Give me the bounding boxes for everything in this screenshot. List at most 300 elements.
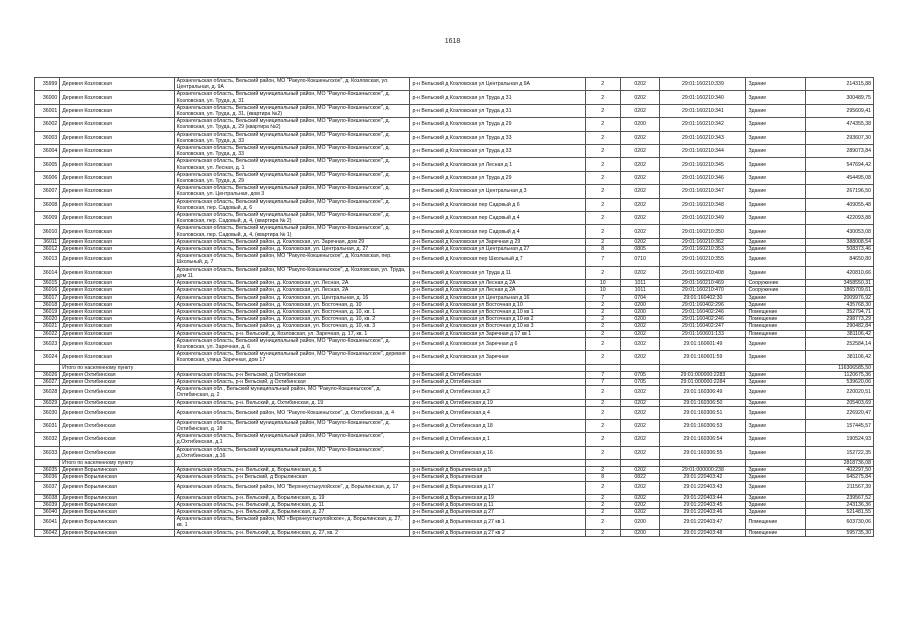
group-code-cell: 2 [585,301,620,308]
record-id-cell: 36021 [35,323,60,330]
record-id-cell: 36030 [35,406,60,419]
record-id-cell: 36007 [35,185,60,198]
subgroup-code-cell: 0202 [620,386,659,399]
record-id-cell: 36036 [35,474,60,481]
record-id-cell: 36032 [35,433,60,446]
record-id-cell: 36018 [35,301,60,308]
table-row [35,185,874,198]
table-row [35,501,874,508]
cadastral-value-cell: 603730,06 [806,516,874,529]
property-register-table [34,77,874,537]
cadastral-number-cell: 29:01:220403:42 [660,474,746,481]
cadastral-value-cell: 239567,52 [806,494,874,501]
cadastral-value-cell: 190524,93 [806,433,874,446]
settlement-name-cell: Деревня Козловская [60,316,174,323]
record-id-cell: 36013 [35,253,60,266]
short-address-cell: р-н Вельский д Козловская ул Труда д 31 [410,91,585,104]
cadastral-number-cell: 29:01:160210:345 [660,158,746,171]
full-address-cell: Архангельская область, р-н. Вельский, д. Ворылинская, д. 11 [174,501,410,508]
table-row [35,316,874,323]
full-address-cell: Архангельская обл., Вельский муниципальный район, МО "Ракуло-Кокшеньгское", д. Охтибинская, д. 2 [174,386,410,399]
group-code-cell: 7 [585,371,620,378]
cadastral-number-cell: 29:01:160601:59 [660,351,746,364]
group-code-cell: 2 [585,104,620,117]
table-row [35,145,874,158]
subgroup-code-cell: 0202 [620,446,659,459]
settlement-name-cell: Деревня Козловская [60,351,174,364]
full-address-cell: Архангельская область, р-н. Вельский, д. Ворылинская, д. 27 [174,508,410,515]
short-address-cell: р-н Вельский д Охтибинская д 2 [410,386,585,399]
record-id-cell: 36028 [35,386,60,399]
settlement-name-cell: Деревня Козловская [60,238,174,245]
empty-cell [585,459,620,466]
cadastral-number-cell: 29:01:160210:339 [660,78,746,91]
subgroup-code-cell: 0202 [620,145,659,158]
record-id-cell [35,459,60,466]
full-address-cell: Архангельская область, р-н. Вельский, д. Ворылинская, д. 5 [174,467,410,474]
empty-cell [660,459,746,466]
group-code-cell: 2 [585,330,620,337]
cadastral-number-cell: 29:01:220403:43 [660,481,746,494]
object-type-cell: Здание [746,351,806,364]
object-type-cell: Здание [746,118,806,131]
cadastral-number-cell: 29:01:160402:30 [660,294,746,301]
group-code-cell: 2 [585,308,620,315]
cadastral-number-cell: 29:01:160210:353 [660,246,746,253]
group-code-cell: 2 [585,323,620,330]
settlement-name-cell: Деревня Козловская [60,145,174,158]
full-address-cell: Архангельская область, Вельский муниципальный район, МО "Ракуло-Кокшеньгское", д. Козловская, ул. Труда, д. 29 (квартира №2) [174,118,410,131]
full-address-cell: Архангельская область, Вельский муниципальный район, МО "Ракуло-Кокшеньгское", д. Козловская, пер. Садовый, д. 4, (квартира № 1) [174,225,410,238]
table-row [35,323,874,330]
object-type-cell: Здание [746,386,806,399]
record-id-cell: 36042 [35,529,60,536]
subgroup-code-cell: 0202 [620,78,659,91]
table-row [35,131,874,144]
object-type-cell: Здание [746,225,806,238]
subgroup-code-cell: 0202 [620,198,659,211]
subgroup-code-cell: 0202 [620,225,659,238]
object-type-cell: Здание [746,508,806,515]
settlement-name-cell: Деревня Козловская [60,330,174,337]
subgroup-code-cell: 0822 [620,474,659,481]
short-address-cell: р-н Вельский д Ворылинская д 5 [410,467,585,474]
settlement-name-cell: Деревня Козловская [60,131,174,144]
record-id-cell: 36027 [35,378,60,385]
table-row [35,104,874,117]
short-address-cell: р-н Вельский д Козловская ул Заречная д 29 [410,238,585,245]
cadastral-number-cell: 29:01:160210:350 [660,225,746,238]
short-address-cell: р-н Вельский д Козловская ул Заречная [410,351,585,364]
record-id-cell: 36006 [35,171,60,184]
group-code-cell: 2 [585,467,620,474]
object-type-cell: Здание [746,378,806,385]
record-id-cell: 36009 [35,212,60,225]
table-row [35,212,874,225]
full-address-cell: Архангельская область, Вельский муниципальный район, МО "Ракуло-Кокшеньгское", деревня Козловская, улица Заречная, дом 17 [174,351,410,364]
short-address-cell: р-н Вельский д Охтибинская [410,371,585,378]
short-address-cell: р-н Вельский д Козловская ул Восточная д 10 кв 1 [410,308,585,315]
table-row [35,378,874,385]
group-code-cell: 2 [585,198,620,211]
object-type-cell: Помещение [746,323,806,330]
record-id-cell: 36002 [35,118,60,131]
short-address-cell: р-н Вельский д Козловская ул Лесная д 1 [410,158,585,171]
empty-cell [174,459,410,466]
group-code-cell: 2 [585,337,620,350]
table-row [35,508,874,515]
group-code-cell: 2 [585,501,620,508]
table-row [35,474,874,481]
table-row [35,529,874,536]
full-address-cell: Архангельская область, Вельский район, МО "Ракуло-Кокшеньгское", д. Козловская, пер. Школьный, д. 7 [174,253,410,266]
settlement-name-cell: Деревня Козловская [60,91,174,104]
subgroup-code-cell: 0202 [620,351,659,364]
object-type-cell: Помещение [746,330,806,337]
object-type-cell: Здание [746,131,806,144]
group-code-cell: 2 [585,225,620,238]
subgroup-code-cell: 0202 [620,330,659,337]
short-address-cell: р-н Вельский д Козловская ул Заречная д 6 [410,337,585,350]
object-type-cell: Здание [746,171,806,184]
cadastral-number-cell: 29:01:000000:2283 [660,371,746,378]
table-row [35,301,874,308]
cadastral-number-cell: 29:01:160306:55 [660,446,746,459]
subgroup-code-cell: 0200 [620,308,659,315]
settlement-name-cell: Деревня Ворылинская [60,474,174,481]
record-id-cell: 36015 [35,280,60,287]
cadastral-number-cell: 29:01:160210:355 [660,253,746,266]
cadastral-number-cell: 29:01:160210:347 [660,185,746,198]
cadastral-number-cell: 29:01:160210:341 [660,104,746,117]
subgroup-code-cell: 0202 [620,406,659,419]
object-type-cell: Здание [746,78,806,91]
short-address-cell: р-н Вельский д Охтибинская д 19 [410,399,585,406]
full-address-cell: Архангельская область, Вельский район, д. Козловская, ул. Восточная, д. 10, кв. 1 [174,308,410,315]
cadastral-value-cell: 290482,84 [806,323,874,330]
short-address-cell: р-н Вельский д Козловская ул Восточная д 10 кв 2 [410,316,585,323]
subgroup-code-cell: 0705 [620,378,659,385]
total-value-cell: 116306585,50 [806,364,874,371]
group-code-cell: 8 [585,474,620,481]
empty-cell [746,459,806,466]
subgroup-code-cell: 0202 [620,104,659,117]
full-address-cell: Архангельская область, Вельский муниципальный район, МО "Ракуло-Кокшеньгское", д. Козловская, ул. Труда, д. 31 [174,91,410,104]
group-code-cell: 7 [585,253,620,266]
subgroup-code-cell: 0202 [620,508,659,515]
cadastral-number-cell: 29:01:160210:348 [660,198,746,211]
full-address-cell: Архангельская область, Вельский район, МО "Верхнеустькулойское", д. Ворылинская, д. 17 [174,481,410,494]
subgroup-code-cell: 0202 [620,399,659,406]
settlement-name-cell: Деревня Козловская [60,225,174,238]
table-row [35,118,874,131]
cadastral-value-cell: 420810,66 [806,266,874,279]
table-row [35,198,874,211]
settlement-name-cell: Деревня Охтибинская [60,446,174,459]
object-type-cell: Здание [746,212,806,225]
subgroup-code-cell: 0202 [620,433,659,446]
subgroup-code-cell: 0710 [620,253,659,266]
subgroup-code-cell: 0704 [620,294,659,301]
cadastral-value-cell: 152722,35 [806,446,874,459]
full-address-cell: Архангельская область, Вельский муниципальный район, МО "Ракуло-Кокшеньгское", д. Козловская, ул. Труда, д. 31, (квартира №2) [174,104,410,117]
settlement-name-cell: Деревня Охтибинская [60,378,174,385]
short-address-cell: р-н Вельский д Охтибинская д 1 [410,433,585,446]
full-address-cell: Архангельская область, р-н. Вельский, д. Охтибинская, д. 19 [174,399,410,406]
subgroup-code-cell: 1011 [620,287,659,294]
table-row [35,253,874,266]
object-type-cell: Здание [746,337,806,350]
subgroup-code-cell: 0202 [620,323,659,330]
object-type-cell: Помещение [746,308,806,315]
full-address-cell: Архангельская область, Вельский муниципальный район, МО "Ракуло-Кокшеньгское", д. Охтибинская, д. 18 [174,419,410,432]
cadastral-number-cell: 29:01:000000:238 [660,467,746,474]
record-id-cell: 36019 [35,308,60,315]
record-id-cell: 36029 [35,399,60,406]
table-row [35,171,874,184]
record-id-cell: 36004 [35,145,60,158]
full-address-cell: Архангельская область, Вельский муниципальный район, МО "Ракуло-Кокшеньгское", д.Охтибинская, д.1 [174,433,410,446]
record-id-cell: 36003 [35,131,60,144]
cadastral-number-cell: 29:01:160402:296 [660,301,746,308]
subgroup-code-cell: 0202 [620,131,659,144]
record-id-cell: 36000 [35,91,60,104]
short-address-cell: р-н Вельский д Ворылинская [410,474,585,481]
cadastral-value-cell: 409055,48 [806,198,874,211]
object-type-cell: Здание [746,253,806,266]
full-address-cell: Архангельская область, р-н. Вельский, д. Ворылинская, д. 19 [174,494,410,501]
object-type-cell: Здание [746,406,806,419]
record-id-cell [35,364,60,371]
full-address-cell: Архангельская область, Вельский муниципальный район, МО "Ракуло-Кокшеньгское", д. Козловская, ул. Лесная, д. 1 [174,158,410,171]
cadastral-number-cell: 29:01:160601:133 [660,330,746,337]
short-address-cell: р-н Вельский д Охтибинская [410,378,585,385]
cadastral-value-cell: 295609,41 [806,104,874,117]
object-type-cell: Здание [746,246,806,253]
cadastral-value-cell: 454495,08 [806,171,874,184]
record-id-cell: 36037 [35,481,60,494]
full-address-cell: Архангельская область, Вельский муниципальный район, МО "Ракуло-Кокшеньгское", д. Козловская, ул. Заречная, д. 6 [174,337,410,350]
table-row [35,406,874,419]
group-code-cell: 7 [585,294,620,301]
cadastral-value-cell: 435768,30 [806,301,874,308]
settlement-name-cell: Деревня Козловская [60,212,174,225]
full-address-cell: Архангельская область, р-н Вельский, д Охтибинская [174,378,410,385]
object-type-cell: Здание [746,399,806,406]
cadastral-value-cell: 1120675,36 [806,371,874,378]
full-address-cell: Архангельская область, Вельский район, д. Козловская, ул. Восточная, д. 10 [174,301,410,308]
short-address-cell: р-н Вельский д Козловская ул Труда д 33 [410,145,585,158]
settlement-name-cell: Деревня Охтибинская [60,419,174,432]
short-address-cell: р-н Вельский д Охтибинская д 4 [410,406,585,419]
settlement-name-cell: Деревня Козловская [60,171,174,184]
cadastral-number-cell: 29:01:160306:53 [660,419,746,432]
record-id-cell: 36035 [35,467,60,474]
full-address-cell: Архангельская область, Вельский муниципальный район, МО "Ракуло-Кокшеньгское", д. Козловская, ул. Труда, д. 33 [174,131,410,144]
settlement-total-row [35,459,874,466]
short-address-cell: р-н Вельский д Козловская пер Школьный д 7 [410,253,585,266]
settlement-name-cell: Деревня Козловская [60,266,174,279]
cadastral-value-cell: 214315,88 [806,78,874,91]
group-code-cell: 2 [585,158,620,171]
settlement-name-cell: Деревня Ворылинская [60,494,174,501]
settlement-name-cell: Деревня Ворылинская [60,516,174,529]
full-address-cell: Архангельская область, р-н. Вельский, д. Козловская, ул. Заречная, д. 17, кв. 1 [174,330,410,337]
page-number: 1618 [444,38,461,45]
group-code-cell: 2 [585,406,620,419]
short-address-cell: р-н Вельский д Ворылинская д 11 [410,501,585,508]
full-address-cell: Архангельская область, Вельский район, д. Козловская, ул. Восточная, д. 10, кв. 3 [174,323,410,330]
subgroup-code-cell: 0705 [620,371,659,378]
cadastral-number-cell: 29:01:220403:47 [660,516,746,529]
short-address-cell: р-н Вельский д Ворылинская д 27 кв 2 [410,529,585,536]
group-code-cell: 2 [585,78,620,91]
group-code-cell: 2 [585,351,620,364]
record-id-cell: 36031 [35,419,60,432]
cadastral-value-cell: 226920,47 [806,406,874,419]
cadastral-number-cell: 29:01:220403:46 [660,508,746,515]
record-id-cell: 36039 [35,501,60,508]
cadastral-value-cell: 293607,30 [806,131,874,144]
subgroup-code-cell: 0200 [620,301,659,308]
full-address-cell: Архангельская область, Вельский район, д. Козловская, ул. Лесная, 2А [174,280,410,287]
table-row [35,308,874,315]
group-code-cell: 2 [585,316,620,323]
object-type-cell: Здание [746,371,806,378]
cadastral-number-cell: 29:01:160210:344 [660,145,746,158]
short-address-cell: р-н Вельский д Козловская ул Труда д 29 [410,171,585,184]
subgroup-code-cell: 0202 [620,158,659,171]
cadastral-value-cell: 267196,50 [806,185,874,198]
settlement-name-cell: Деревня Охтибинская [60,433,174,446]
cadastral-value-cell: 220020,51 [806,386,874,399]
object-type-cell: Здание [746,494,806,501]
object-type-cell: Здание [746,238,806,245]
table-row [35,371,874,378]
cadastral-value-cell: 422093,88 [806,212,874,225]
settlement-name-cell: Деревня Козловская [60,323,174,330]
cadastral-value-cell: 430053,08 [806,225,874,238]
object-type-cell: Здание [746,433,806,446]
group-code-cell: 2 [585,508,620,515]
cadastral-number-cell: 29:01:160306:51 [660,406,746,419]
short-address-cell: р-н Вельский д Козловская пер Садовый д 4 [410,225,585,238]
table-row [35,399,874,406]
total-value-cell: 2818736,08 [806,459,874,466]
cadastral-value-cell: 84650,80 [806,253,874,266]
table-row [35,516,874,529]
cadastral-value-cell: 521481,55 [806,508,874,515]
group-code-cell: 7 [585,378,620,385]
cadastral-number-cell: 29:01:160210:342 [660,118,746,131]
group-code-cell: 2 [585,131,620,144]
object-type-cell: Здание [746,467,806,474]
cadastral-value-cell: 388008,54 [806,238,874,245]
group-code-cell: 2 [585,91,620,104]
settlement-name-cell: Деревня Козловская [60,337,174,350]
cadastral-number-cell: 29:01:160210:362 [660,238,746,245]
empty-cell [746,364,806,371]
record-id-cell: 36038 [35,494,60,501]
short-address-cell: р-н Вельский д Ворылинская д 17 [410,481,585,494]
settlement-name-cell: Деревня Ворылинская [60,508,174,515]
cadastral-value-cell: 547694,42 [806,158,874,171]
group-code-cell: 2 [585,481,620,494]
full-address-cell: Архангельская область, Вельский район, МО «Верхнеустькулойское», д. Ворылинская, д. 27, кв. 1 [174,516,410,529]
table-row [35,337,874,350]
cadastral-value-cell: 211567,39 [806,481,874,494]
cadastral-number-cell: 29:01:160306:49 [660,386,746,399]
object-type-cell: Сооружение [746,287,806,294]
object-type-cell: Здание [746,91,806,104]
settlement-name-cell: Деревня Ворылинская [60,529,174,536]
group-code-cell: 2 [585,212,620,225]
table-row [35,294,874,301]
short-address-cell: р-н Вельский д Козловская ул Центральная д 16 [410,294,585,301]
short-address-cell: р-н Вельский д Козловская ул Центральная д 27 [410,246,585,253]
table-row [35,330,874,337]
table-row [35,467,874,474]
empty-cell [620,459,659,466]
short-address-cell: р-н Вельский д Козловская ул Восточная д 10 [410,301,585,308]
full-address-cell: Архангельская область, Вельский муниципальный район, МО "Ракуло-Кокшеньгское", д.Охтибинская, д.16 [174,446,410,459]
subgroup-code-cell: 0202 [620,481,659,494]
full-address-cell: Архангельская область, р-н Вельский, д Охтибинская [174,371,410,378]
record-id-cell: 36008 [35,198,60,211]
record-id-cell: 36023 [35,337,60,350]
subgroup-code-cell: 0202 [620,494,659,501]
short-address-cell: р-н Вельский д Козловская пер Садовый д 6 [410,198,585,211]
subgroup-code-cell: 0202 [620,171,659,184]
cadastral-number-cell: 29:01:220403:44 [660,494,746,501]
table-row [35,351,874,364]
object-type-cell: Здание [746,501,806,508]
full-address-cell: Архангельская область, Вельский муниципальный район, МО "Ракуло-Кокшеньгское", д. Козловская, ул. Труда, д. 29 [174,171,410,184]
subgroup-code-cell: 0200 [620,529,659,536]
record-id-cell: 35999 [35,78,60,91]
subgroup-code-cell: 0202 [620,501,659,508]
record-id-cell: 36022 [35,330,60,337]
cadastral-value-cell: 352794,71 [806,308,874,315]
object-type-cell: Здание [746,474,806,481]
short-address-cell: р-н Вельский д Козловская ул Восточная д 10 кв 3 [410,323,585,330]
cadastral-number-cell: 29:01:160402:246 [660,308,746,315]
subgroup-code-cell: 0805 [620,246,659,253]
group-code-cell: 2 [585,145,620,158]
cadastral-value-cell: 402297,50 [806,467,874,474]
object-type-cell: Здание [746,104,806,117]
object-type-cell: Помещение [746,516,806,529]
cadastral-number-cell: 29:01:220403:45 [660,501,746,508]
table-row [35,481,874,494]
table-row [35,266,874,279]
subgroup-code-cell: 0202 [620,185,659,198]
group-code-cell: 2 [585,399,620,406]
record-id-cell: 36005 [35,158,60,171]
settlement-name-cell: Деревня Ворылинская [60,467,174,474]
cadastral-value-cell: 381106,42 [806,351,874,364]
settlement-name-cell: Деревня Козловская [60,301,174,308]
short-address-cell: р-н Вельский д Охтибинская д 18 [410,419,585,432]
empty-cell [620,364,659,371]
subgroup-code-cell: 0202 [620,419,659,432]
subgroup-code-cell: 0200 [620,316,659,323]
cadastral-number-cell: 29:01:160210:470 [660,287,746,294]
object-type-cell: Здание [746,145,806,158]
group-code-cell: 2 [585,185,620,198]
subgroup-code-cell: 0200 [620,516,659,529]
cadastral-value-cell: 381106,42 [806,330,874,337]
